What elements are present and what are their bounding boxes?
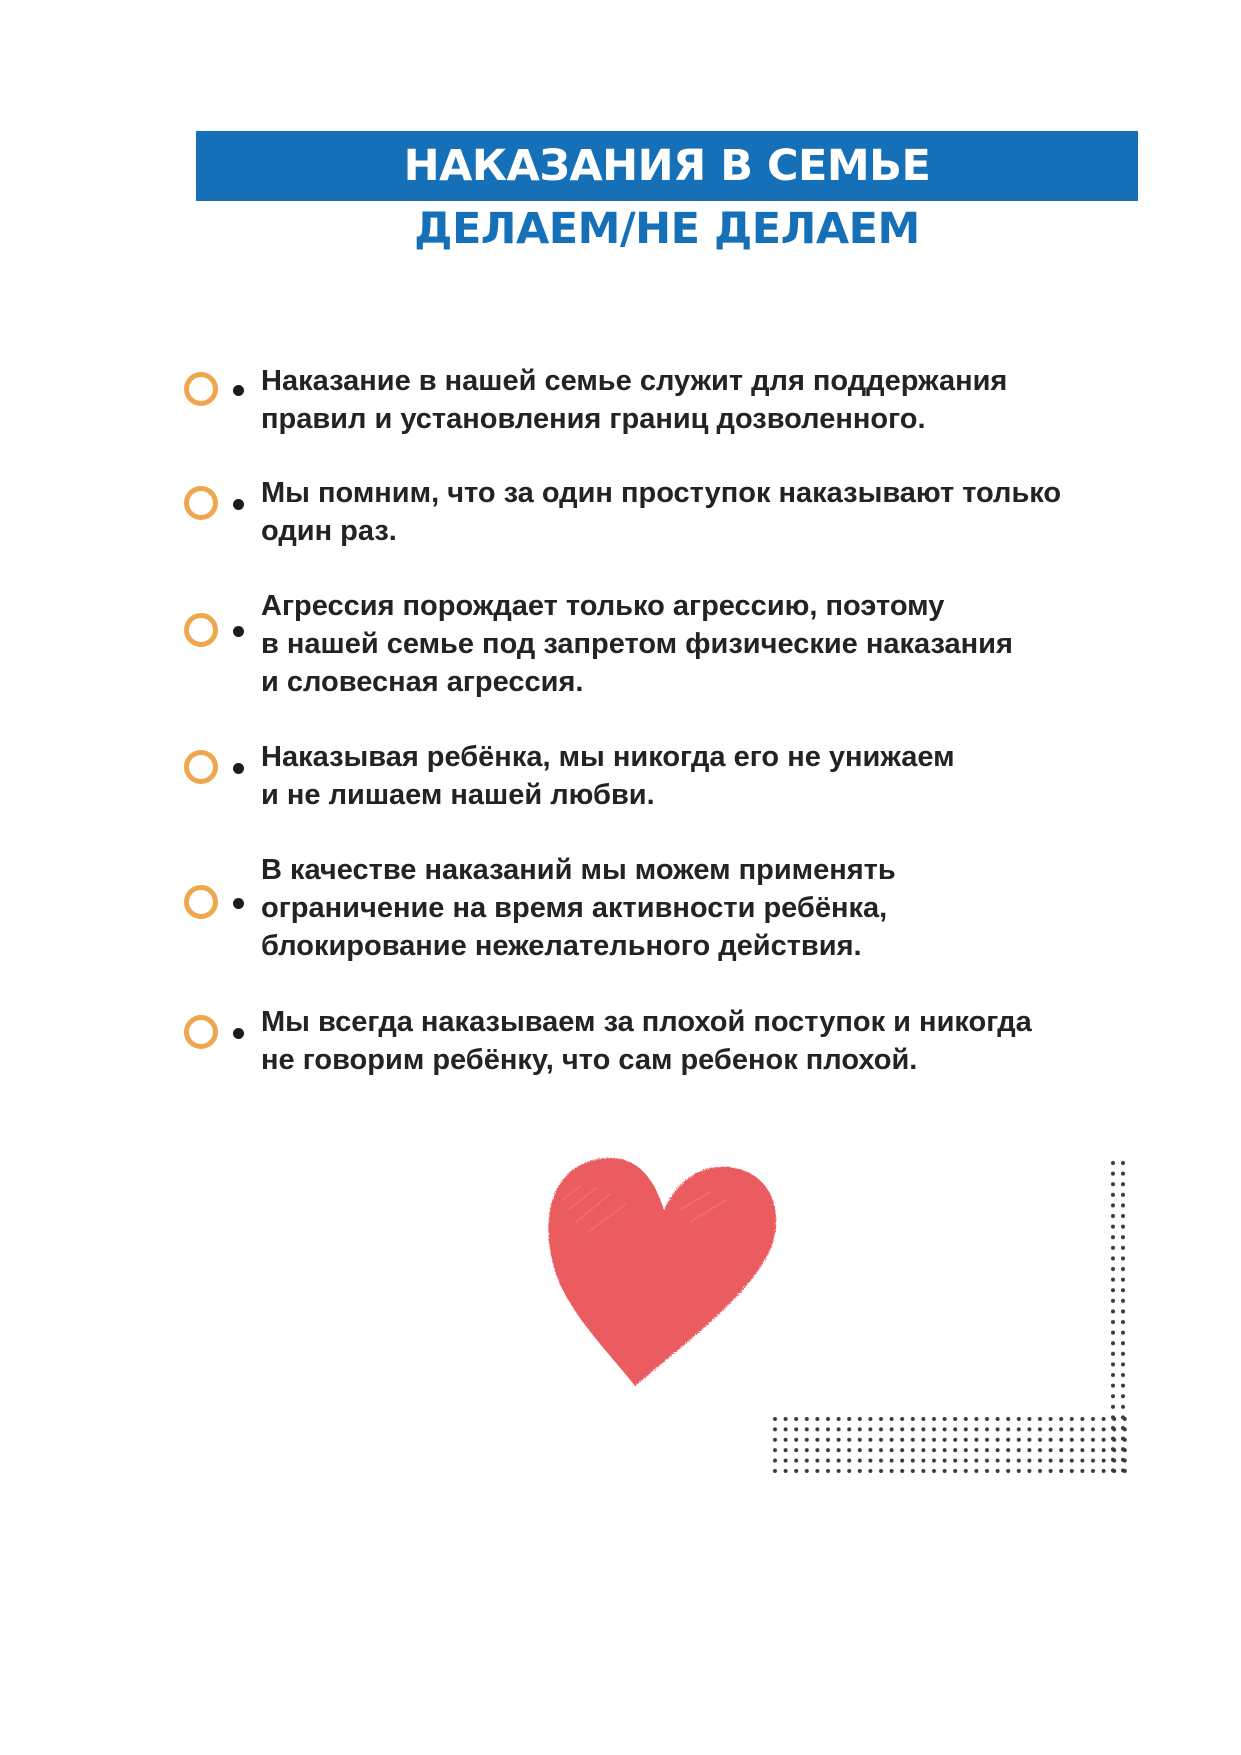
heart-icon bbox=[540, 1148, 790, 1398]
list-item-text: Агрессия порождает только агрессию, поэтому в нашей семье под запретом физические наказания и словесная агрессия. bbox=[261, 590, 1013, 698]
dot-pattern-horizontal bbox=[770, 1414, 1130, 1476]
bullet-icon bbox=[233, 385, 244, 396]
orange-ring-icon bbox=[184, 372, 218, 406]
orange-ring-icon bbox=[184, 750, 218, 784]
page-title: НАКАЗАНИЯ В СЕМЬЕ bbox=[403, 141, 931, 191]
list-item-text: В качестве наказаний мы можем применять ограничение на время активности ребёнка, блокирование нежелательного действия. bbox=[261, 854, 896, 962]
bullet-icon bbox=[233, 499, 244, 510]
bullet-icon bbox=[233, 763, 244, 774]
bullet-icon bbox=[233, 898, 244, 909]
orange-ring-icon bbox=[184, 486, 218, 520]
bullet-icon bbox=[233, 1028, 244, 1039]
bullet-icon bbox=[233, 626, 244, 637]
list-item-text: Наказание в нашей семье служит для поддержания правил и установления границ дозволенного. bbox=[261, 365, 1008, 435]
orange-ring-icon bbox=[184, 613, 218, 647]
list-item-text: Мы помним, что за один проступок наказывают только один раз. bbox=[261, 477, 1062, 547]
page-subtitle: ДЕЛАЕМ/НЕ ДЕЛАЕМ bbox=[414, 204, 920, 254]
orange-ring-icon bbox=[184, 1015, 218, 1049]
list-item-text: Мы всегда наказываем за плохой поступок и никогда не говорим ребёнку, что сам ребенок плохой. bbox=[261, 1006, 1032, 1076]
list-item-text: Наказывая ребёнка, мы никогда его не унижаем и не лишаем нашей любви. bbox=[261, 741, 955, 811]
orange-ring-icon bbox=[184, 885, 218, 919]
